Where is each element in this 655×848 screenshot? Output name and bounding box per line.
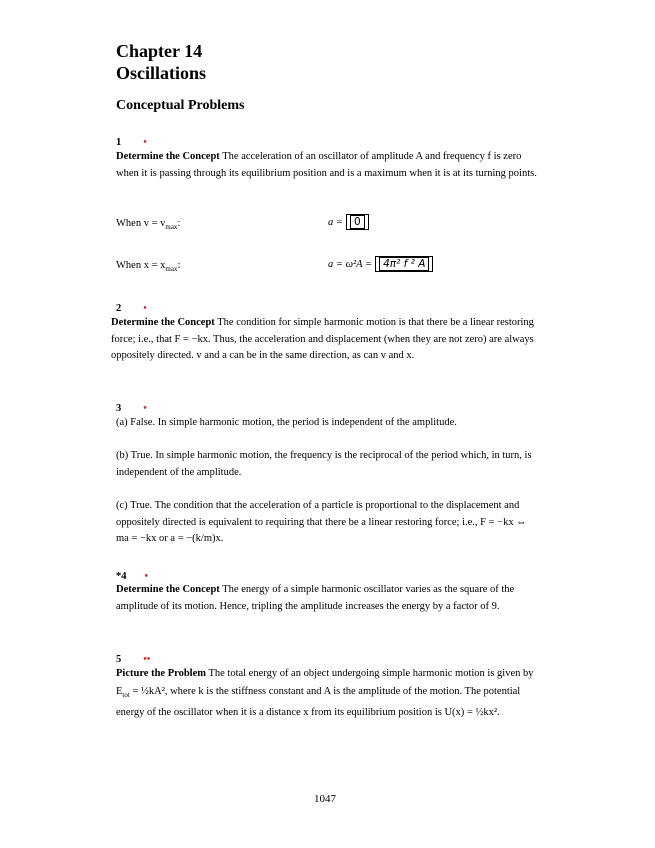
answer-box: 4π² f ² A <box>375 256 433 272</box>
problem-3-part-b: (b) True. In simple harmonic motion, the frequency is the reciprocal of the period which, in turn, is independent of the amplitude. <box>116 450 532 478</box>
problem-4-text: Determine the Concept The energy of a simple harmonic oscillator varies as the square of the amplitude of its motion. Hence, tripling the amplitude increases the energy by a factor of 9. <box>116 584 515 612</box>
page-number: 1047 <box>314 793 336 805</box>
problem-3-part-a: (a) False. In simple harmonic motion, the period is independent of the amplitude. <box>116 417 457 428</box>
problem-1-header <box>116 132 147 150</box>
problem-4-header: *4 • <box>116 571 149 582</box>
chapter-title: Oscillations <box>116 63 207 83</box>
section-title: Conceptual Problems <box>116 98 245 113</box>
difficulty-dots: • <box>143 137 147 148</box>
problem-3-part-c: (c) True. The condition that the acceleration of a particle is proportional to the displacement and oppositely directed is equivalent to requiring that there be a linear restoring force; i.e., F = −kx ⇔ ma = −kx or a = −(k/m)x. <box>116 500 527 544</box>
problem-2-header: 2 • <box>116 303 147 314</box>
equation-2: a = ω²A = 4π² f ² A <box>328 256 433 272</box>
answer-box: 0 <box>346 214 369 230</box>
equation-2-label: When $x = x_{max}$: <box>116 260 181 274</box>
problem-lead: Determine the Concept <box>116 151 220 162</box>
problem-2-text: Determine the Concept The condition for simple harmonic motion is that there be a linear restoring force; i.e., that F = −kx. Thus, the acceleration and displacement (when they are not zero) are always oppositely directed. v and a can be in the same direction, as can v and x. <box>111 317 534 361</box>
problem-3-header: 3 • <box>116 403 147 414</box>
problem-body: The acceleration of an oscillator of amplitude A and frequency f is zero when it is passing through its equilibrium position and is a maximum when it is at its turning points. <box>116 151 537 179</box>
equation-1-label: When $v = v_{max}$: <box>116 218 181 232</box>
problem-1-text <box>116 149 541 182</box>
chapter-number: Chapter 14 <box>116 41 203 61</box>
problem-5-text: Picture the Problem The total energy of an object undergoing simple harmonic motion is given by $E_{tot}$ = ½kA², where k is the stiffness constant and A is the amplitude of the motion. The potential energy of the oscillator when it is a distance x from its equilibrium position is U(x) = ½kx². <box>116 668 534 719</box>
chapter-heading <box>116 40 206 84</box>
equation-1: a = 0 <box>328 214 369 230</box>
problem-5-header: 5 •• <box>116 654 151 665</box>
problem-number: 1 <box>116 137 122 148</box>
